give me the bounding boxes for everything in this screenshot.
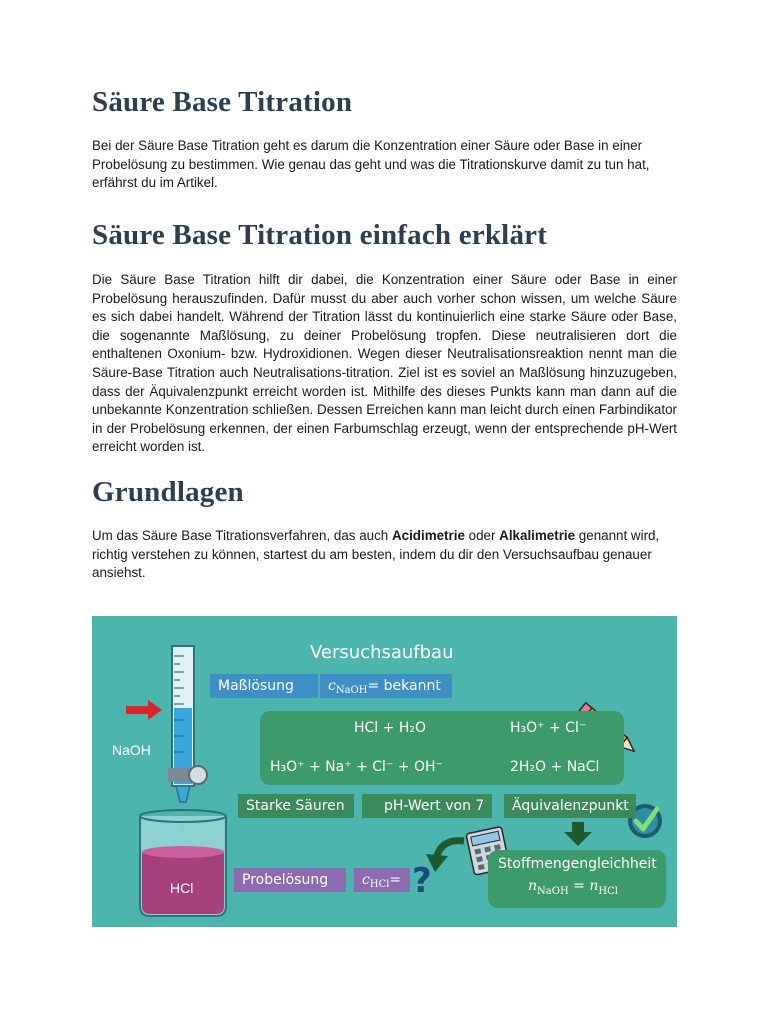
section-explained-paragraph: Die Säure Base Titration hilft dir dabei, die Konzentration einer Säure oder Base in einer Probelösung herauszufinden. Dafür musst du aber auch vorher schon wissen, um welche Säure es sich dabei handelt. Während der Titration lässt du kontinuierlich eine starke Säure oder Base, die sogenannte Maßlösung, zu deiner Probelösung tropfen. Diese neutralisieren dort die enthaltenen Oxonium- bzw. Hydroxidionen. Wegen dieser Neutralisationsreaktion nennt man die Säure-Base Titration auch Neutralisations-titration. Ziel ist es soviel an Maßlösung hinzuzugeben, dass der Äquivalenzpunkt erreicht worden ist. Mithilfe des dieses Punkts kann man dann auf die unbekannte Konzentration schließen. Dessen Erreichen kann man leicht durch einen Farbindikator in der Probelösung erkennen, der einen Farbumschlag erzeugt, wenn der entsprechende pH-Wert erreicht worden ist. [92,272,677,455]
question-mark-icon: ? [412,861,432,901]
grundlagen-text-post: genannt wird, richtig verstehen zu können, startest du am besten, indem du dir den Versuchsaufbau genauer ansiehst. [92,528,660,581]
n-naoh-subscript: NaOH [537,885,569,897]
known-text: = bekannt [367,678,441,694]
page-title: Säure Base Titration [92,86,353,118]
probelosung-label: Probelösung [234,868,346,892]
naoh-label: NaOH [112,742,151,758]
grundlagen-text-mid: oder [464,528,500,543]
section-heading-explained: Säure Base Titration einfach erklärt [92,219,548,251]
equation-2-right: 2H₂O + NaCl [510,759,600,775]
versuchsaufbau-figure [92,616,677,927]
hcl-subscript: HCl [369,878,390,890]
hcl-label: HCl [170,880,194,896]
equation-2-left: H₃O⁺ + Na⁺ + Cl⁻ + OH⁻ [270,759,443,775]
red-arrow-shaft [126,706,150,714]
down-arrow-icon [564,822,592,846]
aequivalenzpunkt-label: Äquivalenzpunkt [504,794,636,818]
c-hcl-unknown [354,868,410,892]
intro-paragraph: Bei der Säure Base Titration geht es darum die Konzentration einer Säure oder Base in einer Probelösung zu bestimmen. Wie genau das geht und was die Titrationskurve damit zu tun hat, erfährst du im Artikel. [92,138,650,191]
stoffmengen-label: Stoffmengengleichheit [498,856,657,872]
section-grundlagen-paragraph [92,527,677,583]
c-naoh-known [320,674,452,698]
term-acidimetrie: Acidimetrie [391,528,465,543]
equals-text: = [389,872,402,888]
term-alkalimetrie: Alkalimetrie [499,528,576,543]
equals-sign: = [568,878,590,894]
starke-saeuren-label: Starke Säuren [238,794,354,818]
c-symbol: c [362,872,370,888]
n-symbol: n [589,878,599,894]
ph-wert-label: pH-Wert von 7 [362,794,492,818]
burette-tip [176,786,190,802]
stopcock-valve [189,766,207,784]
n-symbol: n [528,878,538,894]
c-symbol: c [328,678,336,694]
equation-1-right: H₃O⁺ + Cl⁻ [510,720,587,736]
red-arrow-head [148,700,162,720]
n-hcl-subscript: HCl [598,885,618,897]
naoh-subscript: NaOH [335,684,368,696]
stoffmengen-equation [528,878,618,897]
equation-1-left: HCl + H₂O [354,720,426,736]
figure-title: Versuchsaufbau [310,642,454,663]
section-heading-grundlagen: Grundlagen [92,476,244,508]
masslosung-label: Maßlösung [210,674,318,698]
grundlagen-text-pre: Um das Säure Base Titrationsverfahren, das auch [92,528,392,543]
